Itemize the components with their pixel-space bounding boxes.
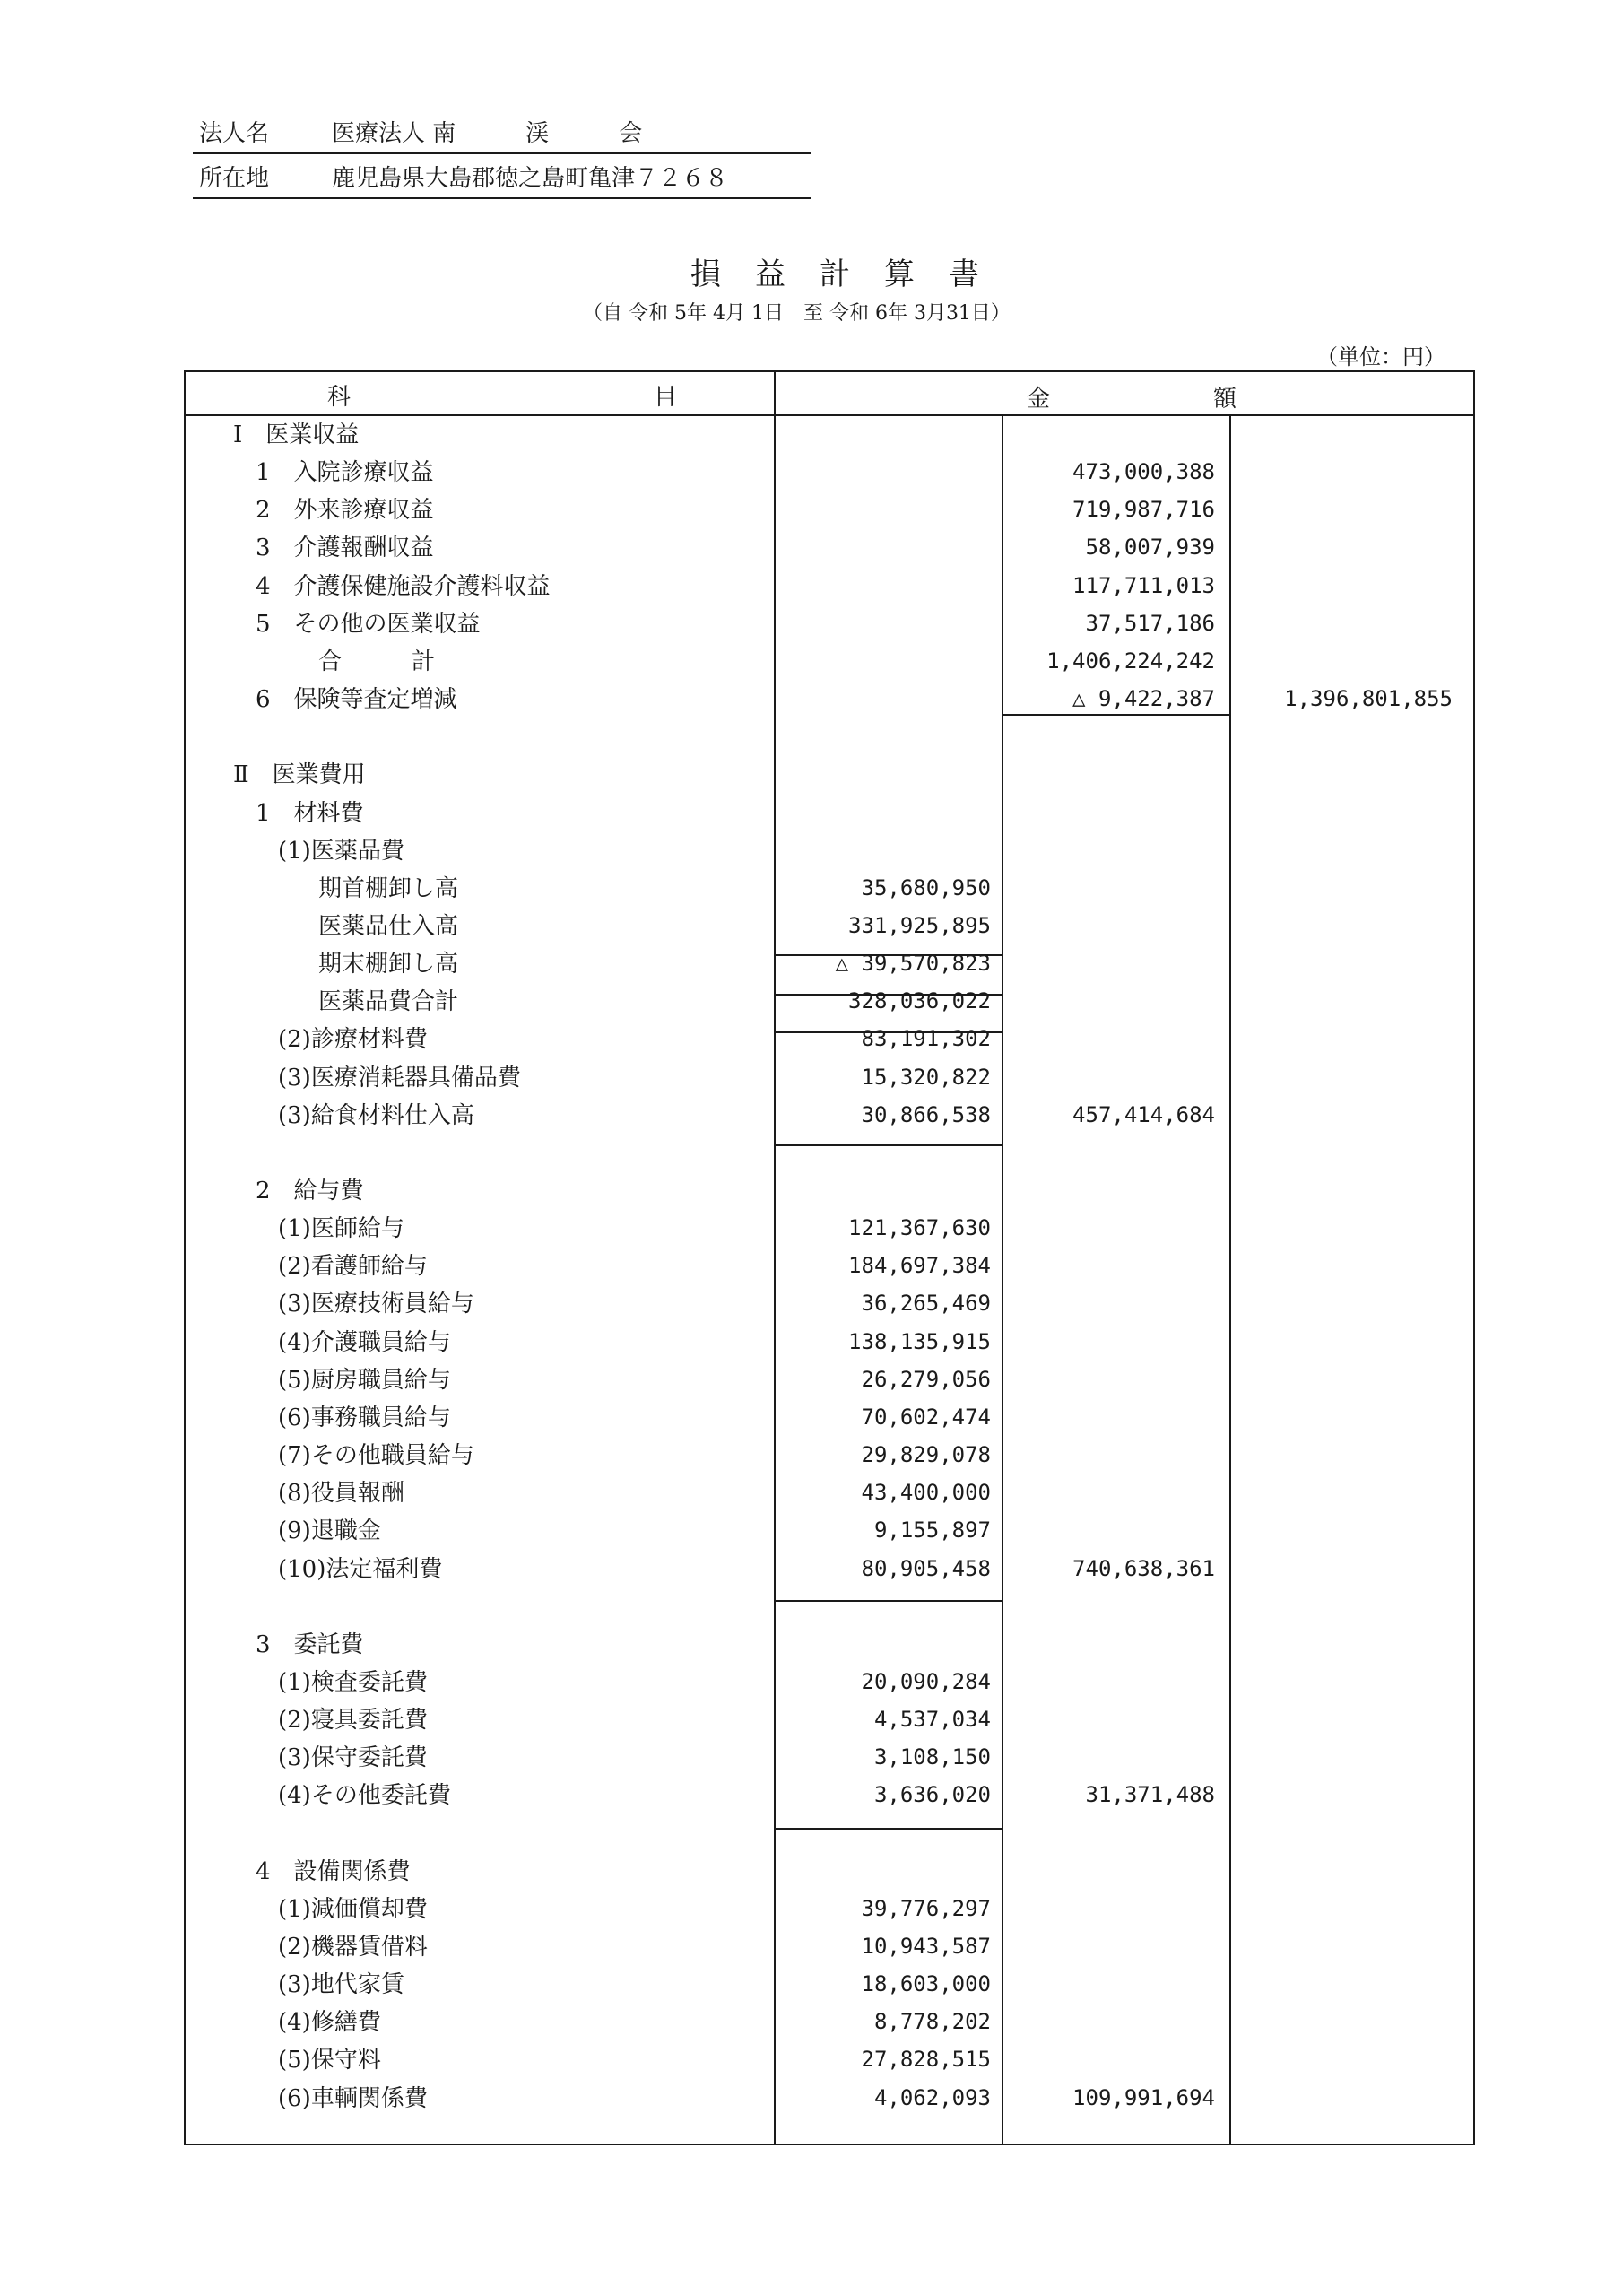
row-label: 医薬品費合計 [318, 988, 459, 1016]
corp-name-label: 法人名 [199, 120, 270, 147]
table-row [184, 605, 1475, 643]
table-row [184, 1664, 1475, 1701]
table-row [184, 2004, 1475, 2041]
table-row [184, 681, 1475, 718]
amount-c1: 121,367,630 [848, 1215, 991, 1241]
table-row [184, 1210, 1475, 1248]
table-row [184, 1021, 1475, 1058]
table-top-border [184, 370, 1475, 372]
corp-name-value: 医療法人 南 渓 会 [332, 120, 643, 147]
amount-c2: 457,414,684 [1072, 1101, 1215, 1127]
table-row [184, 1891, 1475, 1928]
table-row [184, 1588, 1475, 1626]
amount-c1: 27,828,515 [861, 2047, 991, 2073]
row-label: 2 給与費 [256, 1178, 364, 1205]
row-label: (2)機器賃借料 [278, 1934, 428, 1961]
row-label: (7)その他職員給与 [278, 1442, 474, 1470]
row-label: (4)修繕費 [278, 2009, 381, 2037]
amount-c1: 184,697,384 [848, 1253, 991, 1279]
table-row [184, 1966, 1475, 2004]
address-value: 鹿児島県大島郡徳之島町亀津７２６８ [332, 165, 729, 192]
table-row [184, 1135, 1475, 1172]
amount-c1: 3,108,150 [873, 1744, 991, 1770]
amount-c1: 9,155,897 [873, 1518, 991, 1544]
amount-c2: △ 9,422,387 [1072, 686, 1215, 712]
row-label: 6 保険等査定増減 [256, 686, 457, 714]
row-label: (4)介護職員給与 [278, 1328, 451, 1356]
row-label: 合 計 [318, 648, 436, 675]
header-underline-1 [193, 152, 812, 154]
table-row [184, 832, 1475, 870]
table-row [184, 945, 1475, 983]
row-label: (1)検査委託費 [278, 1668, 428, 1696]
row-label: (2)寝具委託費 [278, 1707, 428, 1735]
table-row [184, 870, 1475, 908]
amount-c1: 80,905,458 [861, 1555, 991, 1581]
amount-c1: 331,925,895 [848, 912, 991, 938]
table-row [184, 1701, 1475, 1739]
amount-c1: 26,279,056 [861, 1366, 991, 1392]
table-row [184, 756, 1475, 794]
amount-c1: 70,602,474 [861, 1404, 991, 1430]
amount-c1: 3,636,020 [873, 1782, 991, 1808]
fiscal-period: （自 令和 5年 4月 1日 至 令和 6年 3月31日） [583, 302, 1011, 325]
amount-c2: 473,000,388 [1072, 459, 1215, 485]
table-row [184, 1361, 1475, 1399]
row-label: (1)減価償却費 [278, 1895, 428, 1923]
row-label: (3)給食材料仕入高 [278, 1101, 474, 1129]
amount-c1: 4,062,093 [873, 2084, 991, 2110]
row-label: (8)役員報酬 [278, 1480, 404, 1508]
row-label: (3)保守委託費 [278, 1744, 428, 1772]
table-row [184, 1853, 1475, 1891]
table-row [184, 1324, 1475, 1361]
row-label: 4 設備関係費 [256, 1857, 411, 1885]
amount-c1: 30,866,538 [861, 1101, 991, 1127]
amount-c2: 1,406,224,242 [1046, 648, 1215, 674]
amount-c2: 37,517,186 [1085, 610, 1215, 636]
column-header-amount: 金 額 [1027, 386, 1237, 413]
row-label: 3 委託費 [256, 1631, 364, 1658]
table-row [184, 1626, 1475, 1664]
row-label: (3)医療技術員給与 [278, 1291, 474, 1318]
row-label: 期首棚卸し高 [318, 874, 459, 902]
amount-c2: 740,638,361 [1072, 1555, 1215, 1581]
table-row [184, 1777, 1475, 1814]
row-label: 4 介護保健施設介護料収益 [256, 572, 551, 600]
amount-c1: 328,036,022 [848, 988, 991, 1014]
amount-c2: 719,987,716 [1072, 497, 1215, 523]
row-label: (3)地代家賃 [278, 1971, 404, 1999]
table-row [184, 1172, 1475, 1210]
row-label: (10)法定福利費 [278, 1555, 443, 1583]
table-row [184, 1248, 1475, 1285]
table-row [184, 1059, 1475, 1097]
row-label: (9)退職金 [278, 1518, 381, 1545]
table-row [184, 491, 1475, 529]
amount-c2: 31,371,488 [1085, 1782, 1215, 1808]
row-label: (5)厨房職員給与 [278, 1366, 451, 1394]
table-row [184, 643, 1475, 681]
row-label: 3 介護報酬収益 [256, 535, 434, 562]
table-row [184, 795, 1475, 832]
amount-c1: 35,680,950 [861, 874, 991, 900]
row-label: (1)医薬品費 [278, 837, 404, 865]
table-row [184, 416, 1475, 454]
amount-c1: 10,943,587 [861, 1934, 991, 1959]
row-label: (2)診療材料費 [278, 1026, 428, 1054]
amount-c2: 109,991,694 [1072, 2084, 1215, 2110]
amount-c1: 4,537,034 [873, 1707, 991, 1733]
row-label: 1 材料費 [256, 799, 364, 827]
amount-c3: 1,396,801,855 [1284, 686, 1453, 712]
table-row [184, 1551, 1475, 1588]
row-label: (1)医師給与 [278, 1215, 404, 1243]
table-row [184, 718, 1475, 756]
table-row [184, 1097, 1475, 1135]
table-row [184, 1815, 1475, 1853]
table-row [184, 1739, 1475, 1777]
row-label: 5 その他の医業収益 [256, 610, 481, 638]
amount-c1: 83,191,302 [861, 1026, 991, 1052]
amount-c1: 20,090,284 [861, 1668, 991, 1694]
row-label: (5)保守料 [278, 2047, 381, 2074]
table-row [184, 1512, 1475, 1550]
row-label: (6)事務職員給与 [278, 1404, 451, 1431]
row-label: Ⅰ 医業収益 [233, 422, 360, 448]
row-label: 1 入院診療収益 [256, 459, 434, 487]
amount-c1: 36,265,469 [861, 1291, 991, 1317]
table-row [184, 908, 1475, 945]
row-label: (4)その他委託費 [278, 1782, 451, 1810]
amount-c1: 29,829,078 [861, 1442, 991, 1468]
header-underline-2 [193, 197, 812, 199]
row-label: 2 外来診療収益 [256, 497, 434, 525]
amount-c1: 8,778,202 [873, 2009, 991, 2035]
amount-c1: 43,400,000 [861, 1480, 991, 1506]
table-row [184, 1437, 1475, 1474]
table-row [184, 1928, 1475, 1966]
row-label: Ⅱ 医業費用 [233, 761, 366, 789]
address-label: 所在地 [199, 165, 270, 192]
amount-c1: 138,135,915 [848, 1328, 991, 1354]
amount-c1: 15,320,822 [861, 1064, 991, 1090]
row-label: (2)看護師給与 [278, 1253, 428, 1281]
row-label: (6)車輌関係費 [278, 2084, 428, 2112]
column-header-subject: 科 目 [327, 384, 678, 411]
income-statement-table [184, 370, 1475, 2145]
table-row [184, 568, 1475, 605]
table-row [184, 1285, 1475, 1323]
table-row [184, 2080, 1475, 2118]
amount-c2: 117,711,013 [1072, 572, 1215, 598]
table-bottom-border [184, 2144, 1475, 2145]
amount-c1: △ 39,570,823 [835, 951, 991, 977]
table-row [184, 454, 1475, 491]
amount-c1: 39,776,297 [861, 1895, 991, 1921]
amount-c1: 18,603,000 [861, 1971, 991, 1997]
table-row [184, 983, 1475, 1021]
table-row [184, 1399, 1475, 1437]
document-title: 損 益 計 算 書 [690, 257, 981, 292]
row-label: (3)医療消耗器具備品費 [278, 1064, 521, 1091]
table-row [184, 2041, 1475, 2079]
table-row [184, 529, 1475, 567]
row-label: 期末棚卸し高 [318, 951, 459, 978]
amount-c2: 58,007,939 [1085, 535, 1215, 561]
row-label: 医薬品仕入高 [318, 912, 459, 940]
unit-note: （単位：円） [1316, 344, 1445, 370]
table-row [184, 1474, 1475, 1512]
